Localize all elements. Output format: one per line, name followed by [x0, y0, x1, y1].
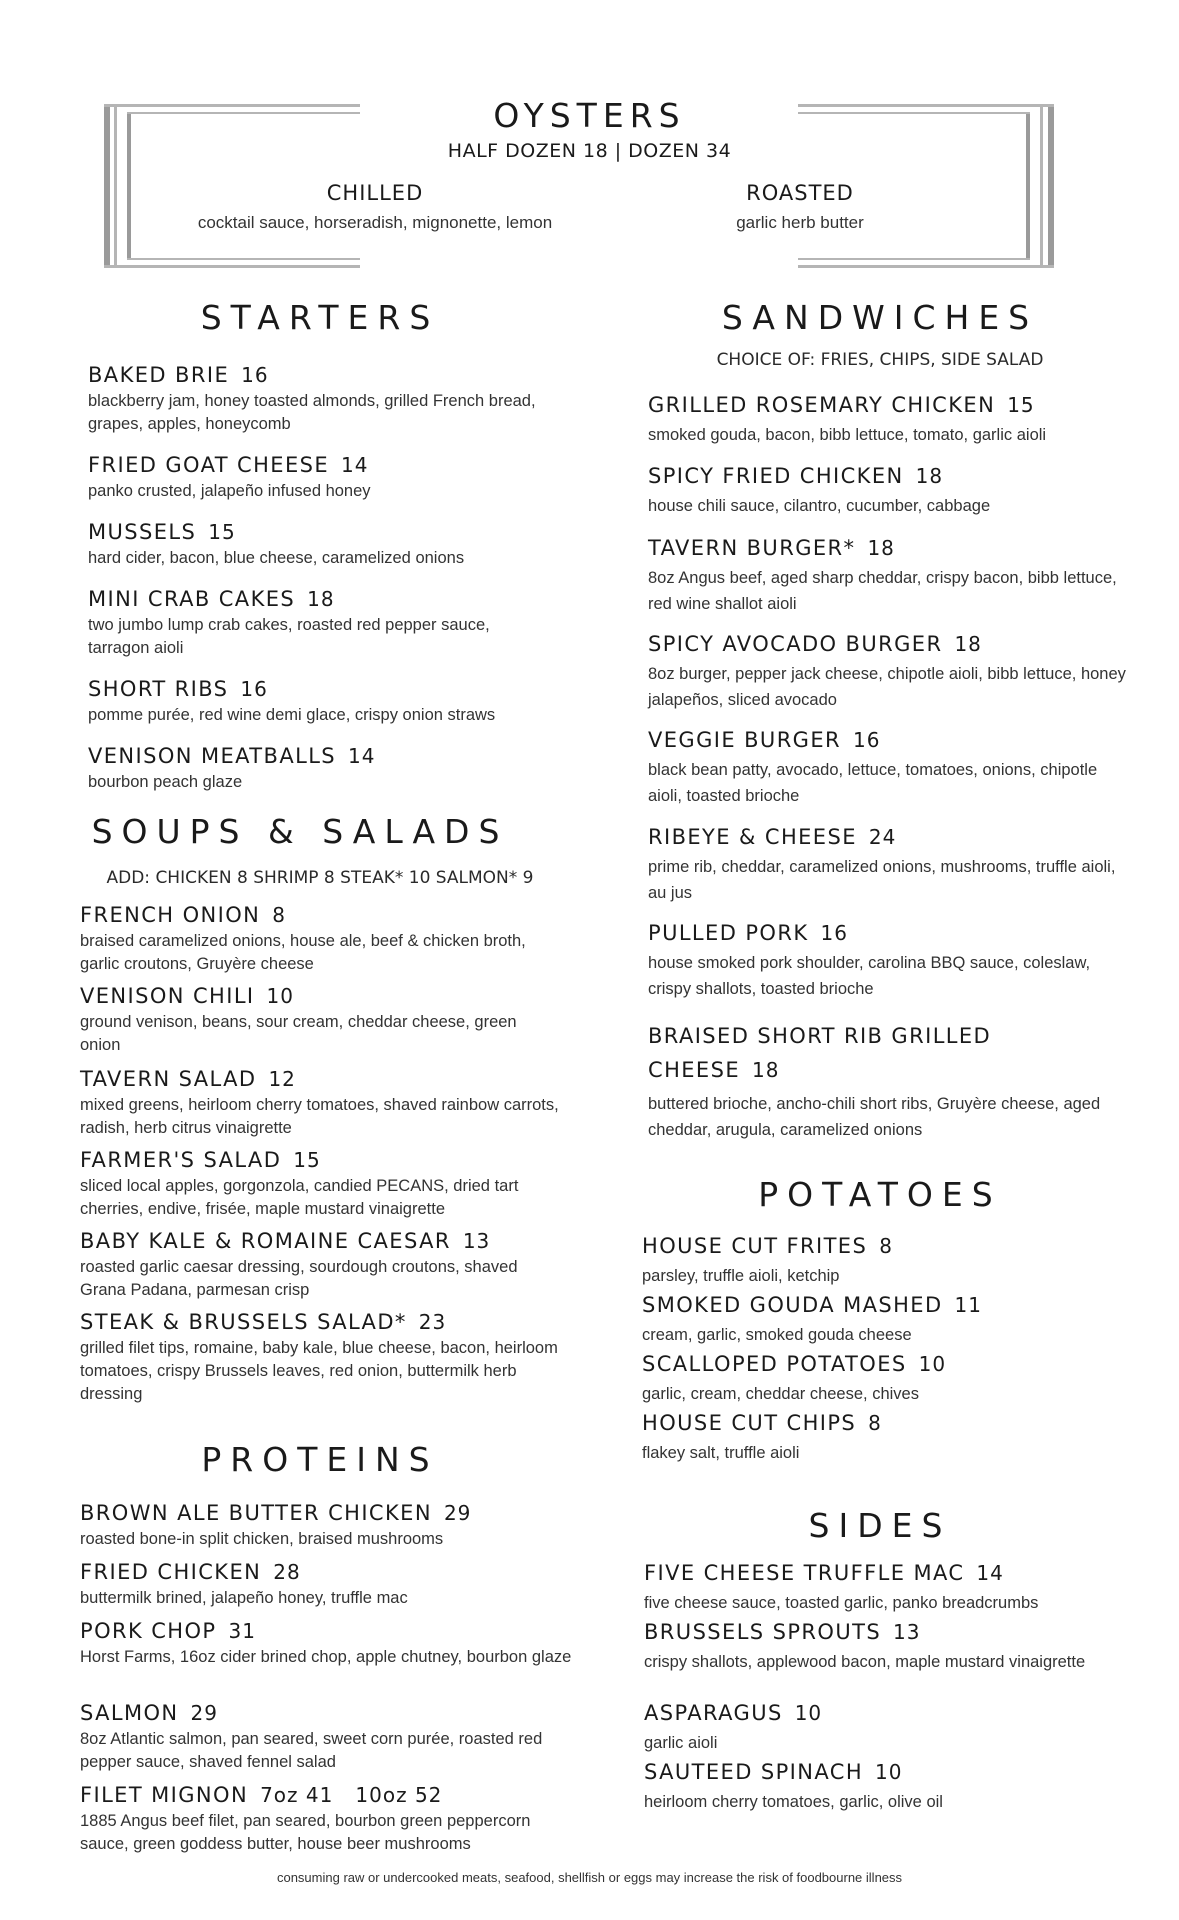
sides-item	[644, 1759, 1124, 1815]
item-price: 29	[190, 1701, 218, 1725]
item-title: TAVERN BURGER*	[648, 536, 856, 560]
item-price: 8	[868, 1411, 882, 1435]
sandwiches-item	[648, 535, 1128, 617]
item-description: crispy shallots, applewood bacon, maple mustard vinaigrette	[644, 1653, 1086, 1671]
item-description: 8oz Atlantic salmon, pan seared, sweet corn purée, roasted red pepper sauce, shaved fennel salad	[80, 1730, 543, 1771]
item-name	[80, 1500, 580, 1526]
item-description: 8oz Angus beef, aged sharp cheddar, crispy bacon, bibb lettuce, red wine shallot aioli	[648, 569, 1117, 613]
item-price: 15	[208, 520, 236, 544]
item-name	[644, 1700, 1124, 1726]
item-price: 10	[918, 1352, 947, 1376]
item-title: FRIED CHICKEN	[80, 1560, 262, 1584]
item-price: 14	[341, 453, 369, 477]
sandwiches-item	[648, 824, 1128, 906]
item-name	[88, 586, 548, 612]
item-description: two jumbo lump crab cakes, roasted red pepper sauce, tarragon aioli	[88, 616, 490, 657]
item-description: prime rib, cheddar, caramelized onions, mushrooms, truffle aioli, au jus	[648, 858, 1116, 902]
item-price: 8	[879, 1234, 893, 1258]
item-price: 12	[268, 1067, 296, 1091]
item-name	[80, 1700, 580, 1726]
item-title: SPICY FRIED CHICKEN	[648, 464, 904, 488]
item-name	[80, 983, 560, 1009]
item-title: ASPARAGUS	[644, 1701, 783, 1725]
item-description: braised caramelized onions, house ale, beef & chicken broth, garlic croutons, Gruyère cheese	[80, 932, 526, 973]
sides-item	[644, 1700, 1124, 1756]
item-description: flakey salt, truffle aioli	[642, 1444, 800, 1462]
item-price: 7oz 41 10oz 52	[260, 1783, 443, 1807]
soups-item	[80, 1309, 560, 1406]
item-name	[648, 920, 1128, 946]
item-title: BABY KALE & ROMAINE CAESAR	[80, 1229, 451, 1253]
frame-left-bottom	[104, 265, 360, 268]
item-name	[88, 743, 548, 769]
sandwiches-title: SANDWICHES	[721, 298, 1039, 337]
potatoes-item	[642, 1410, 1122, 1466]
soups-title: SOUPS & SALADS	[91, 812, 509, 851]
item-price: 23	[418, 1310, 447, 1334]
item-description: garlic, cream, cheddar cheese, chives	[642, 1385, 919, 1403]
item-title: STEAK & BRUSSELS SALAD*	[80, 1310, 407, 1334]
soups-item	[80, 1066, 560, 1140]
item-description: garlic aioli	[644, 1734, 718, 1752]
item-title: PORK CHOP	[80, 1619, 217, 1643]
sides-title: SIDES	[808, 1506, 952, 1545]
item-name	[648, 535, 1128, 561]
oysters-roasted	[700, 181, 900, 233]
item-description: grilled filet tips, romaine, baby kale, blue cheese, bacon, heirloom tomatoes, crispy Brussels leaves, red onion, buttermilk herb dressing	[80, 1339, 558, 1403]
item-name	[88, 519, 548, 545]
item-description: Horst Farms, 16oz cider brined chop, apple chutney, bourbon glaze	[80, 1648, 572, 1666]
item-description: five cheese sauce, toasted garlic, panko breadcrumbs	[644, 1594, 1039, 1612]
item-price: 18	[915, 464, 944, 488]
potatoes-item	[642, 1233, 1122, 1289]
item-title: VENISON MEATBALLS	[88, 744, 337, 768]
item-price: 16	[241, 363, 269, 387]
item-price: 16	[820, 921, 848, 945]
item-title: SALMON	[80, 1701, 179, 1725]
sandwiches-item	[648, 631, 1128, 713]
item-title: FRIED GOAT CHEESE	[88, 453, 330, 477]
item-price: 28	[273, 1560, 301, 1584]
item-price: 18	[307, 587, 335, 611]
item-title: BRUSSELS SPROUTS	[644, 1620, 882, 1644]
footer-disclaimer: consuming raw or undercooked meats, seafood, shellfish or eggs may increase the risk of foodbourne illness	[276, 1870, 903, 1885]
sides-item	[644, 1619, 1124, 1675]
item-description: parsley, truffle aioli, ketchip	[642, 1267, 840, 1285]
item-price: 18	[752, 1058, 780, 1082]
item-price: 31	[228, 1619, 256, 1643]
item-title: HOUSE CUT FRITES	[642, 1234, 868, 1258]
item-title: SCALLOPED POTATOES	[642, 1352, 907, 1376]
sandwiches-item	[648, 920, 1128, 1002]
item-title: FIVE CHEESE TRUFFLE MAC	[644, 1561, 965, 1585]
item-name	[642, 1410, 1122, 1436]
proteins-item	[80, 1618, 580, 1669]
item-price: 14	[976, 1561, 1004, 1585]
item-description: house chili sauce, cilantro, cucumber, cabbage	[648, 497, 991, 515]
item-name	[80, 902, 560, 928]
item-price: 14	[348, 744, 376, 768]
item-name	[642, 1233, 1122, 1259]
item-name	[642, 1351, 1122, 1377]
item-name	[644, 1759, 1124, 1785]
item-name	[80, 1559, 580, 1585]
item-description: cream, garlic, smoked gouda cheese	[642, 1326, 912, 1344]
item-title: HOUSE CUT CHIPS	[642, 1411, 857, 1435]
item-description: roasted garlic caesar dressing, sourdough croutons, shaved Grana Padana, parmesan crisp	[80, 1258, 518, 1299]
potatoes-item	[642, 1292, 1122, 1348]
starters-item	[88, 362, 548, 436]
frame-right-bottom	[798, 265, 1054, 268]
oysters-roasted-name: ROASTED	[746, 181, 854, 205]
item-description: 1885 Angus beef filet, pan seared, bourbon green peppercorn sauce, green goddess butter, house beer mushrooms	[80, 1812, 531, 1853]
proteins-item	[80, 1559, 580, 1610]
item-name	[80, 1309, 560, 1335]
proteins-item	[80, 1700, 580, 1774]
item-description: heirloom cherry tomatoes, garlic, olive oil	[644, 1793, 943, 1811]
potatoes-title: POTATOES	[758, 1175, 1002, 1214]
item-name	[648, 392, 1128, 418]
starters-item	[88, 586, 548, 660]
item-name	[80, 1147, 560, 1173]
proteins-item	[80, 1782, 580, 1856]
item-price: 18	[954, 632, 982, 656]
item-title: MINI CRAB CAKES	[88, 587, 296, 611]
item-title: SMOKED GOUDA MASHED	[642, 1293, 943, 1317]
item-description: buttermilk brined, jalapeño honey, truffle mac	[80, 1589, 408, 1607]
starters-item	[88, 452, 548, 503]
item-price: 13	[462, 1229, 491, 1253]
item-price: 16	[240, 677, 268, 701]
item-name	[88, 452, 548, 478]
item-name	[88, 362, 548, 388]
item-name	[80, 1782, 580, 1808]
item-description: ground venison, beans, sour cream, cheddar cheese, green onion	[80, 1013, 517, 1054]
item-title: FRENCH ONION	[80, 903, 261, 927]
item-title: MUSSELS	[88, 520, 197, 544]
item-description: hard cider, bacon, blue cheese, caramelized onions	[88, 549, 465, 567]
item-name	[644, 1560, 1124, 1586]
item-name	[648, 727, 1128, 753]
soups-item	[80, 1228, 560, 1302]
item-name	[88, 676, 548, 702]
item-title: FILET MIGNON	[80, 1783, 249, 1807]
item-price: 8	[272, 903, 286, 927]
item-price: 15	[293, 1148, 321, 1172]
item-title: SPICY AVOCADO BURGER	[648, 632, 943, 656]
item-title: TAVERN SALAD	[80, 1067, 257, 1091]
soups-item	[80, 902, 560, 976]
sandwiches-item	[648, 1019, 1128, 1143]
item-title: RIBEYE & CHEESE	[648, 825, 857, 849]
item-price: 11	[954, 1293, 982, 1317]
item-title: SHORT RIBS	[88, 677, 229, 701]
item-description: sliced local apples, gorgonzola, candied PECANS, dried tart cherries, endive, frisée, maple mustard vinaigrette	[80, 1177, 519, 1218]
item-price: 16	[853, 728, 881, 752]
sides-item	[644, 1560, 1124, 1616]
item-name	[648, 1019, 1068, 1087]
item-name	[80, 1066, 560, 1092]
item-description: buttered brioche, ancho-chili short ribs, Gruyère cheese, aged cheddar, arugula, caramelized onions	[648, 1095, 1101, 1139]
item-description: black bean patty, avocado, lettuce, tomatoes, onions, chipotle aioli, toasted brioche	[648, 761, 1098, 805]
item-name	[80, 1228, 560, 1254]
item-price: 10	[266, 984, 294, 1008]
item-description: mixed greens, heirloom cherry tomatoes, shaved rainbow carrots, radish, herb citrus vinaigrette	[80, 1096, 559, 1137]
potatoes-item	[642, 1351, 1122, 1407]
oysters-chilled-desc: cocktail sauce, horseradish, mignonette, lemon	[197, 213, 553, 232]
oysters-chilled-name: CHILLED	[326, 181, 424, 205]
sandwiches-item	[648, 727, 1128, 809]
item-description: blackberry jam, honey toasted almonds, grilled French bread, grapes, apples, honeycomb	[88, 392, 536, 433]
proteins-title: PROTEINS	[201, 1440, 439, 1479]
item-title: GRILLED ROSEMARY CHICKEN	[648, 393, 996, 417]
item-price: 18	[867, 536, 895, 560]
sandwiches-item	[648, 392, 1128, 448]
item-title: SAUTEED SPINACH	[644, 1760, 864, 1784]
item-description: bourbon peach glaze	[88, 773, 243, 791]
starters-item	[88, 676, 548, 727]
item-description: smoked gouda, bacon, bibb lettuce, tomato, garlic aioli	[648, 426, 1047, 444]
item-price: 29	[443, 1501, 472, 1525]
item-description: pomme purée, red wine demi glace, crispy onion straws	[88, 706, 496, 724]
item-name	[644, 1619, 1124, 1645]
item-title: BAKED BRIE	[88, 363, 230, 387]
item-title: VEGGIE BURGER	[648, 728, 842, 752]
item-price: 13	[893, 1620, 921, 1644]
soups-item	[80, 983, 560, 1057]
oysters-subtitle: HALF DOZEN 18 | DOZEN 34	[447, 140, 732, 162]
item-title: BROWN ALE BUTTER CHICKEN	[80, 1501, 432, 1525]
proteins-item	[80, 1500, 580, 1551]
item-description: panko crusted, jalapeño infused honey	[88, 482, 371, 500]
oysters-chilled	[170, 181, 580, 233]
item-title: PULLED PORK	[648, 921, 809, 945]
soups-note: ADD: CHICKEN 8 SHRIMP 8 STEAK* 10 SALMON* 9	[106, 868, 534, 888]
oysters-title: OYSTERS	[493, 96, 686, 135]
item-price: 10	[875, 1760, 903, 1784]
item-price: 24	[868, 825, 897, 849]
item-name	[648, 463, 1128, 489]
item-name	[80, 1618, 580, 1644]
soups-item	[80, 1147, 560, 1221]
item-description: house smoked pork shoulder, carolina BBQ sauce, coleslaw, crispy shallots, toasted brioche	[648, 954, 1091, 998]
item-title: FARMER'S SALAD	[80, 1148, 282, 1172]
frame-left-bottom-inner	[127, 258, 360, 260]
frame-right-bottom-inner	[798, 258, 1030, 260]
item-price: 15	[1007, 393, 1035, 417]
item-name	[648, 631, 1128, 657]
item-name	[648, 824, 1128, 850]
sandwiches-note: CHOICE OF: FRIES, CHIPS, SIDE SALAD	[716, 350, 1044, 370]
sandwiches-item	[648, 463, 1128, 519]
item-title: VENISON CHILI	[80, 984, 255, 1008]
starters-item	[88, 519, 548, 570]
item-title: BRAISED SHORT RIB GRILLED CHEESE	[648, 1024, 992, 1082]
item-description: 8oz burger, pepper jack cheese, chipotle aioli, bibb lettuce, honey jalapeños, sliced avocado	[648, 665, 1126, 709]
item-description: roasted bone-in split chicken, braised mushrooms	[80, 1530, 444, 1548]
starters-item	[88, 743, 548, 794]
starters-title: STARTERS	[200, 298, 440, 337]
oysters-roasted-desc: garlic herb butter	[736, 213, 864, 232]
item-price: 10	[794, 1701, 823, 1725]
item-name	[642, 1292, 1122, 1318]
